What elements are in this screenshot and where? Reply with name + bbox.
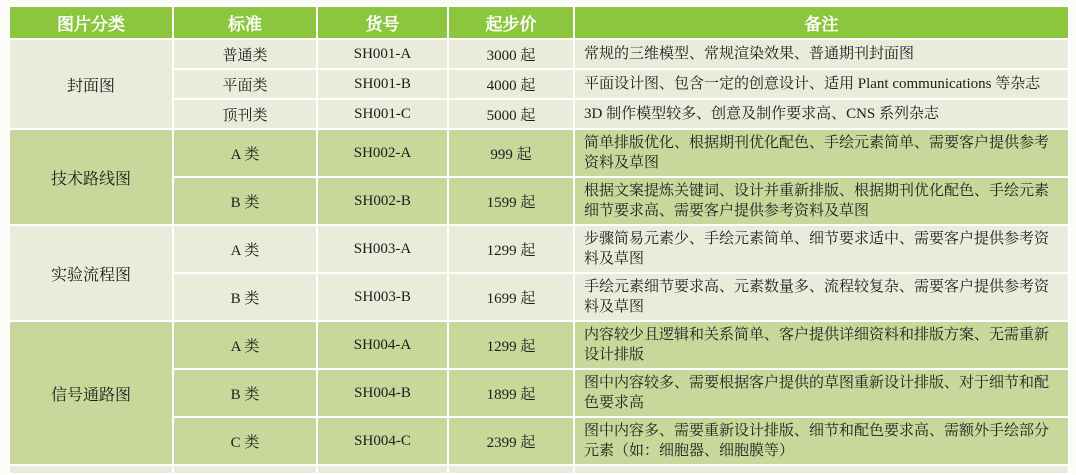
- price-cell: 5000 起: [448, 99, 574, 129]
- standard-cell: B 类: [173, 273, 317, 321]
- note-cell: 步骤简易元素少、手绘元素简单、细节要求适中、需要客户提供参考资料及草图: [574, 225, 1069, 273]
- empty-cell: [574, 465, 1069, 474]
- price-cell: 1599 起: [448, 177, 574, 225]
- standard-cell: B 类: [173, 369, 317, 417]
- price-cell: 3000 起: [448, 39, 574, 69]
- header-cell-standard: 标准: [173, 6, 317, 39]
- note-cell: 常规的三维模型、常规渲染效果、普通期刊封面图: [574, 39, 1069, 69]
- empty-cell: [173, 465, 317, 474]
- standard-cell: 普通类: [173, 39, 317, 69]
- table-row-cutoff: [9, 465, 1069, 474]
- note-cell: 手绘元素细节要求高、元素数量多、流程较复杂、需要客户提供参考资料及草图: [574, 273, 1069, 321]
- price-cell: 999 起: [448, 129, 574, 177]
- price-cell: 1299 起: [448, 225, 574, 273]
- note-cell: 图中内容多、需要重新设计排版、细节和配色要求高、需额外手绘部分元素（如：细胞器、细胞膜等）: [574, 417, 1069, 465]
- standard-cell: 顶刊类: [173, 99, 317, 129]
- sku-cell: SH001-B: [317, 69, 448, 99]
- sku-cell: SH004-A: [317, 321, 448, 369]
- table-row: [9, 39, 1069, 69]
- category-cell-cover: 封面图: [9, 39, 173, 129]
- category-cell-experiment-flow: 实验流程图: [9, 225, 173, 321]
- price-cell: 2399 起: [448, 417, 574, 465]
- note-cell: 内容较少且逻辑和关系简单、客户提供详细资料和排版方案、无需重新设计排版: [574, 321, 1069, 369]
- sku-cell: SH003-B: [317, 273, 448, 321]
- price-cell: 4000 起: [448, 69, 574, 99]
- sku-cell: SH002-A: [317, 129, 448, 177]
- pricing-table: [8, 5, 1070, 475]
- sku-cell: SH004-C: [317, 417, 448, 465]
- table-row: [9, 129, 1069, 177]
- table-row: [9, 225, 1069, 273]
- sku-cell: SH003-A: [317, 225, 448, 273]
- note-cell: 平面设计图、包含一定的创意设计、适用 Plant communications 等杂志: [574, 69, 1069, 99]
- header-cell-category: 图片分类: [9, 6, 173, 39]
- note-cell: 简单排版优化、根据期刊优化配色、手绘元素简单、需要客户提供参考资料及草图: [574, 129, 1069, 177]
- standard-cell: A 类: [173, 321, 317, 369]
- standard-cell: A 类: [173, 225, 317, 273]
- standard-cell: C 类: [173, 417, 317, 465]
- sku-cell: SH001-A: [317, 39, 448, 69]
- price-cell: 1299 起: [448, 321, 574, 369]
- empty-cell: [317, 465, 448, 474]
- price-cell: 1899 起: [448, 369, 574, 417]
- pricing-table-container: [8, 5, 1068, 475]
- category-cell-tech-route: 技术路线图: [9, 129, 173, 225]
- note-cell: 3D 制作模型较多、创意及制作要求高、CNS 系列杂志: [574, 99, 1069, 129]
- header-cell-price: 起步价: [448, 6, 574, 39]
- empty-cell: [448, 465, 574, 474]
- header-row: [9, 6, 1069, 39]
- table-row: [9, 321, 1069, 369]
- note-cell: 根据文案提炼关键词、设计并重新排版、根据期刊优化配色、手绘元素细节要求高、需要客户提供参考资料及草图: [574, 177, 1069, 225]
- standard-cell: 平面类: [173, 69, 317, 99]
- sku-cell: SH001-C: [317, 99, 448, 129]
- sku-cell: SH004-B: [317, 369, 448, 417]
- empty-cell: [9, 465, 173, 474]
- standard-cell: B 类: [173, 177, 317, 225]
- price-cell: 1699 起: [448, 273, 574, 321]
- sku-cell: SH002-B: [317, 177, 448, 225]
- category-cell-signal-pathway: 信号通路图: [9, 321, 173, 465]
- note-cell: 图中内容较多、需要根据客户提供的草图重新设计排版、对于细节和配色要求高: [574, 369, 1069, 417]
- standard-cell: A 类: [173, 129, 317, 177]
- header-cell-sku: 货号: [317, 6, 448, 39]
- header-cell-note: 备注: [574, 6, 1069, 39]
